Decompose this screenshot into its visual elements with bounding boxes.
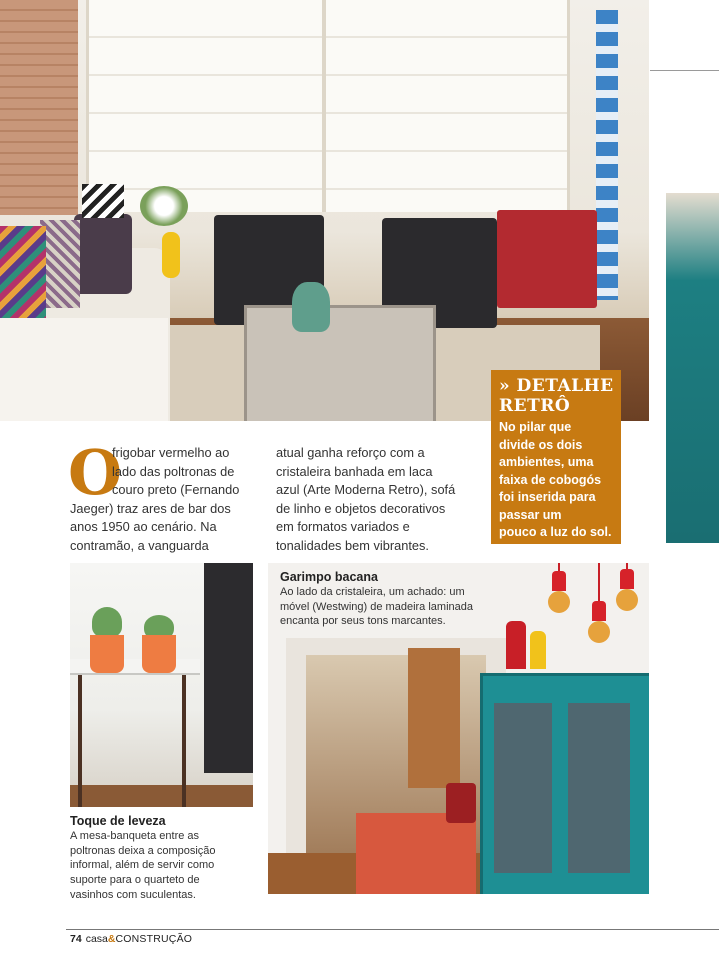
drop-cap: O — [68, 436, 123, 509]
window-divider — [322, 0, 326, 212]
lamp-cord — [598, 563, 600, 603]
checked-pillow — [40, 220, 80, 308]
box-text — [499, 419, 617, 542]
detalhe-retro-box — [491, 370, 621, 544]
box-title-line2: RETRÔ — [499, 396, 571, 416]
article-line: frigobar vermelho ao — [112, 445, 230, 460]
succulents-photo — [70, 563, 253, 807]
zigzag-pillow — [82, 184, 124, 218]
brand-construcao: CONSTRUÇÃO — [115, 933, 193, 945]
caption-right-title: Garimpo bacana — [280, 570, 378, 584]
article-line: lado das poltronas de — [112, 463, 235, 479]
caption-right-text — [280, 585, 473, 629]
table-leg — [182, 673, 186, 807]
cabinet-glass-door — [494, 703, 552, 873]
wooden-door — [408, 648, 460, 788]
pendant-bulb — [588, 621, 610, 643]
leather-chair-back — [204, 563, 253, 773]
caption-line: Ao lado da cristaleira, um achado: um — [280, 586, 465, 598]
white-flowers — [140, 186, 188, 226]
floor — [70, 785, 253, 807]
article-column-1 — [68, 436, 265, 559]
pendant-lamp-cap — [552, 571, 566, 591]
succulent — [92, 607, 122, 637]
orange-pot — [142, 635, 176, 673]
caption-left-text — [70, 829, 216, 903]
green-jar — [292, 282, 330, 332]
red-minibar — [497, 210, 597, 308]
caption-line: encanta por seus tons marcantes. — [280, 615, 446, 627]
article-line: contramão, a vanguarda — [70, 538, 209, 553]
article-line: de linho e objetos decorativos — [276, 500, 446, 516]
espresso-machine — [446, 783, 476, 823]
article-line: Jaeger) traz ares de bar dos — [70, 500, 231, 516]
pendant-bulb — [548, 591, 570, 613]
article-line: tonalidades bem vibrantes. — [276, 538, 429, 553]
living-room-photo — [0, 0, 649, 421]
box-title — [499, 376, 614, 416]
yellow-giraffe-figure — [530, 631, 546, 669]
caption-line: suporte para o quarteto de — [70, 874, 200, 887]
page-footer — [70, 933, 192, 945]
box-text-line: faixa de cobogós — [499, 472, 602, 487]
pendant-bulb — [616, 589, 638, 611]
pendant-lamp-cap — [620, 569, 634, 589]
article-line: em formatos variados e — [276, 519, 410, 535]
page-number: 74 — [70, 933, 82, 945]
article-line: azul (Arte Moderna Retro), sofá — [276, 482, 456, 498]
caption-line: A mesa-banqueta entre as — [70, 830, 200, 842]
box-text-line: foi inserida para — [499, 490, 596, 504]
brand-ampersand: & — [107, 933, 116, 945]
article-line: couro preto (Fernando — [112, 482, 240, 498]
article-line: anos 1950 ao cenário. Na — [70, 519, 217, 535]
red-giraffe-figure — [506, 621, 526, 669]
roman-blind-window — [86, 0, 570, 212]
brand-casa: casa — [85, 933, 108, 945]
caption-line: poltronas deixa a composição — [70, 844, 216, 857]
caption-line: vasinhos com suculentas. — [70, 888, 196, 901]
colorful-sideboard — [356, 813, 476, 894]
article-column-2 — [276, 444, 481, 559]
box-text-line: pouco a luz do sol. — [499, 525, 612, 539]
knit-pillow — [74, 214, 132, 294]
article-line: cristaleira banhada em laca — [276, 463, 433, 479]
yellow-vase — [162, 232, 180, 278]
sofa-seat — [0, 318, 168, 421]
box-text-line: divide os dois — [499, 437, 583, 452]
box-text-line: No pilar que — [499, 420, 572, 434]
footer-rule — [66, 929, 719, 930]
coffee-table — [244, 305, 436, 421]
box-title-line1: » DETALHE — [499, 376, 614, 396]
article-line: atual ganha reforço com a — [276, 445, 425, 460]
cabinet-glass-door — [568, 703, 630, 873]
caption-left-title: Toque de leveza — [70, 814, 166, 828]
next-page-rule — [650, 70, 719, 71]
brick-wall — [0, 0, 78, 215]
orange-pot — [90, 635, 124, 673]
pendant-lamp-cap — [592, 601, 606, 621]
chevron-pillow — [0, 226, 46, 318]
caption-line: informal, além de servir como — [70, 859, 215, 872]
caption-line: móvel (Westwing) de madeira laminada — [280, 600, 473, 613]
table-leg — [78, 673, 82, 807]
cobogo-strip — [596, 10, 618, 300]
box-text-line: passar um — [499, 507, 562, 522]
next-page-photo-edge — [666, 193, 719, 543]
box-text-line: ambientes, uma — [499, 455, 594, 469]
